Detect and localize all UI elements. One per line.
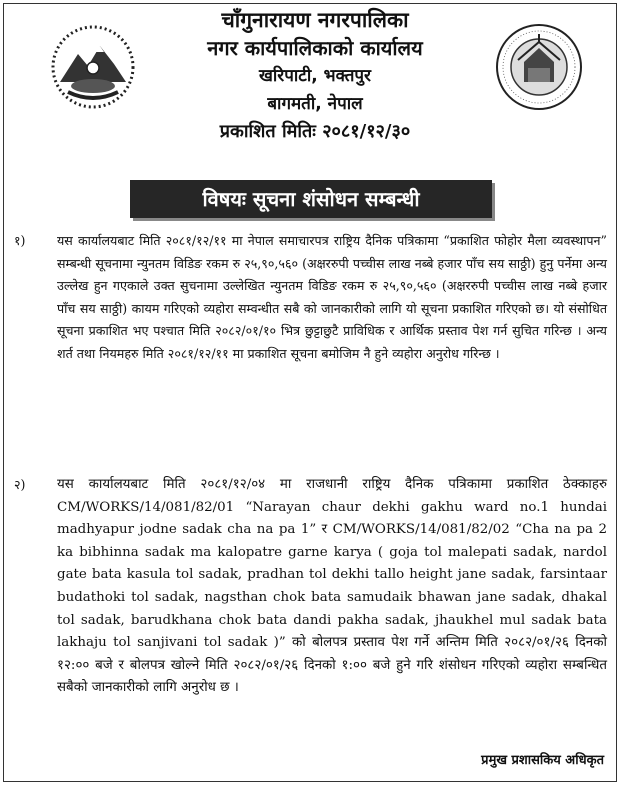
subject-banner: विषयः सूचना शंसोधन सम्बन्धी [130,180,492,218]
notice-item [14,474,610,700]
office-location: खरिपाटी, भक्तपुर [258,66,372,86]
signoff-title: प्रमुख प्रशासकिय अधिकृत [481,753,604,768]
municipality-seal-logo [494,22,584,112]
item-number: १) [14,233,26,248]
item-text: यस कार्यालयबाट मिति २०८१/१२/०४ मा राजधानी राष्ट्रिय दैनिक पत्रिकामा प्रकाशित ठेक्काहरु CM/WORKS/14/081/82/01 “Narayan chaur dekhi gakhu ward no.1 hundai madhyapur jodne sadak cha na pa 1” र CM/WORKS/14/081/82/02 “Cha na pa 2 ka bibhinna sadak ma kalopatre garne karya ( goja tol malepati sadak, nardol gate bata kasula tol sadak, pradhan tol dekhi tallo height jane sadak, farsintaar budathoki tol sadak, nagsthan chok bata samudaik bhawan jane sadak, dhakal tol sadak, barudkhana chok bata dandi pakha sadak, jhaukhel mul sadak bata lakhaju tol sanjivani tol sadak )” को बोलपत्र प्रस्ताव पेश गर्ने अन्तिम मिति २०८२/०१/२६ दिनको १२:०० बजे र बोलपत्र खोल्ने मिति २०८२/०१/२६ दिनको १:०० बजे हुने गरि शंसोधन गरिएको व्यहोरा सम्बन्धित सबैको जानकारीको लागि अनुरोध छ । [57,477,607,696]
letterhead [150,6,480,146]
item-text: यस कार्यालयबाट मिति २०८१/१२/११ मा नेपाल समाचारपत्र राष्ट्रिय दैनिक पत्रिकामा “प्रकाशित फोहोर मैला व्यवस्थापन” सम्बन्धी सूचनामा न्युनतम विडिङ रकम रु २५,९०,५६० (अक्षररुपी पच्चीस लाख नब्बे हजार पाँच सय साठ्ठी) हुनु पर्नेमा अन्य उल्लेख हुन गएकाले उक्त सुचनामा उल्लेखित न्युनतम विडिङ रकम रु २५,९०,५६० (अक्षररुपी पच्चीस लाख नब्बे हजार पाँच सय साठ्ठी) कायम गरिएको व्यहोरा सम्वन्धीत सबै को जानकारीको लागि यो सूचना प्रकाशित गरिएको छ। यो संसोधित सूचना प्रकाशित भए पश्चात मिति २०८२/०१/१० भित्र छुट्टाछुटै प्राविधिक र आर्थिक प्रस्ताव पेश गर्न सुचित गरिन्छ । अन्य शर्त तथा नियमहरु मिति २०८१/१२/११ मा प्रकाशित सूचना बमोजिम नै हुने व्यहोरा अनुरोध गरिन्छ । [57,233,607,361]
published-date: प्रकाशित मितिः २०८१/१२/३० [219,121,411,142]
nepal-emblem-logo [48,22,138,112]
item-number: २) [14,477,26,492]
municipality-name: चाँगुनारायण नगरपालिका [221,8,409,32]
notice-item [14,230,610,366]
office-name: नगर कार्यपालिकाको कार्यालय [207,36,423,60]
province-country: बागमती, नेपाल [267,94,363,114]
